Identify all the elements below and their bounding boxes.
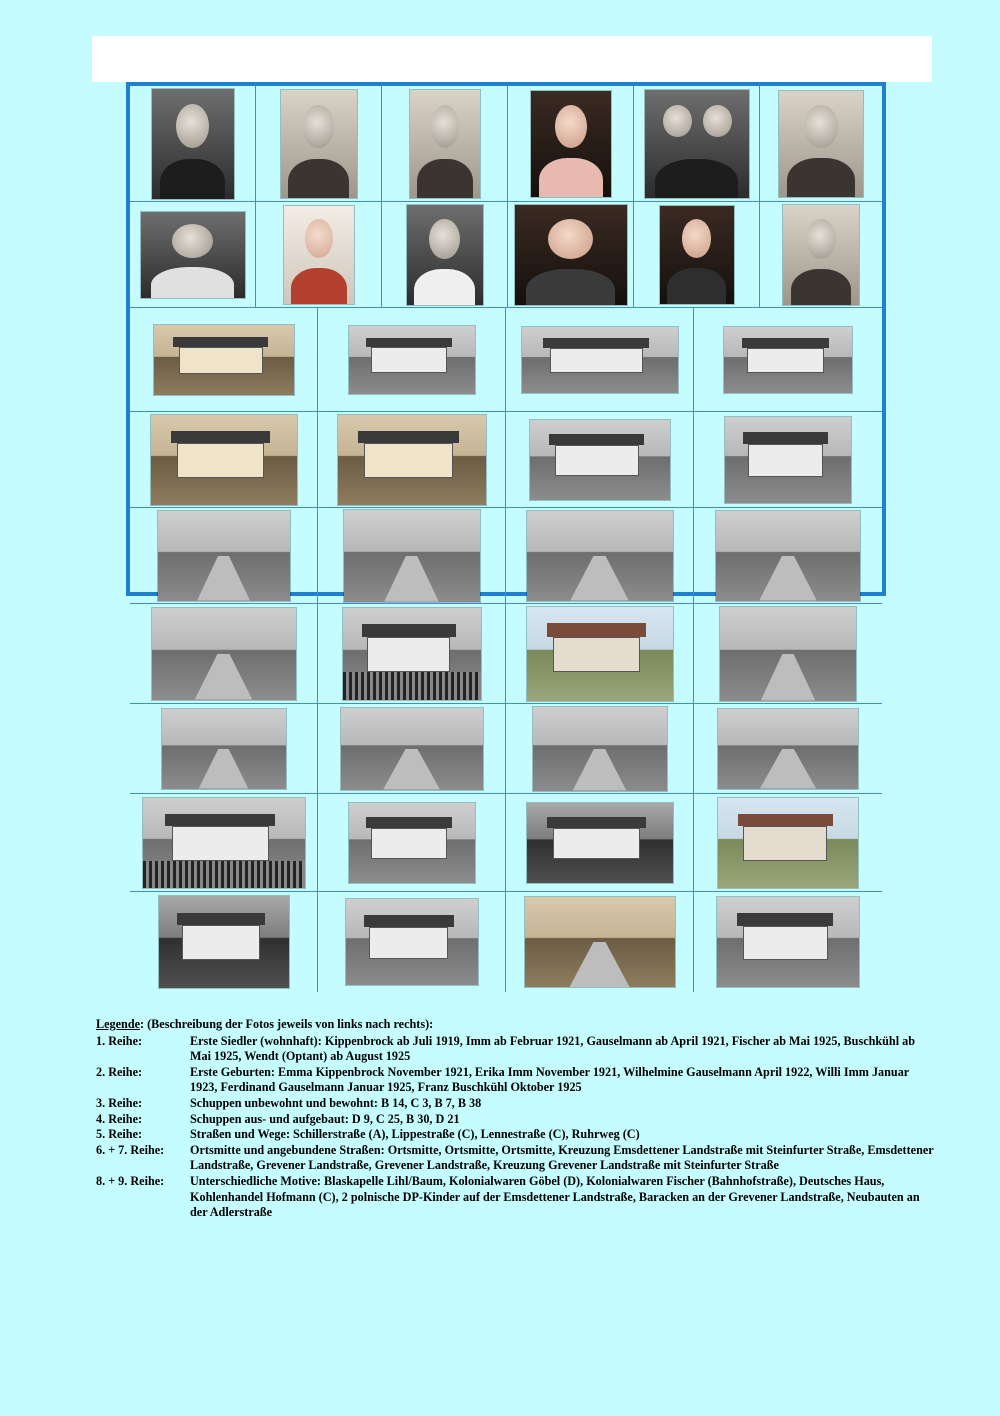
photo-row-2 bbox=[130, 202, 882, 308]
photo-cell bbox=[760, 86, 882, 202]
scene-photo bbox=[154, 325, 294, 395]
scene-photo bbox=[522, 327, 678, 393]
portrait-photo bbox=[284, 206, 354, 304]
legend-text: Schuppen unbewohnt und bewohnt: B 14, C 3, B 7, B 38 bbox=[190, 1095, 482, 1110]
photo-grid bbox=[126, 82, 886, 596]
photo-cell bbox=[506, 794, 694, 892]
scene-photo bbox=[530, 420, 670, 500]
photo-row-1 bbox=[130, 86, 882, 202]
portrait-photo bbox=[152, 89, 234, 199]
photo-cell bbox=[130, 308, 318, 412]
photo-cell bbox=[760, 202, 882, 308]
photo-cell bbox=[256, 86, 382, 202]
legend-text: Erste Siedler (wohnhaft): Kippenbrock ab Juli 1919, Imm ab Februar 1921, Gauselmann ab April 1921, Fischer ab Mai 1925, Buschkühl ab Mai 1925, Wendt (Optant) ab August 1925 bbox=[190, 1033, 916, 1064]
photo-cell bbox=[506, 508, 694, 604]
photo-cell bbox=[130, 508, 318, 604]
scene-photo bbox=[533, 707, 667, 791]
legend-key: 5. Reihe: bbox=[96, 1127, 143, 1142]
scene-photo bbox=[159, 896, 289, 988]
legend-row-6 bbox=[96, 1143, 936, 1174]
portrait-photo bbox=[281, 90, 357, 198]
photo-cell bbox=[318, 704, 506, 794]
photo-cell bbox=[318, 412, 506, 508]
photo-cell bbox=[318, 508, 506, 604]
photo-cell bbox=[506, 308, 694, 412]
scene-photo bbox=[158, 511, 290, 601]
photo-cell bbox=[318, 794, 506, 892]
photo-cell bbox=[130, 604, 318, 704]
scene-photo bbox=[716, 511, 860, 601]
photo-row-4 bbox=[130, 412, 882, 508]
photo-cell bbox=[694, 604, 882, 704]
photo-cell bbox=[130, 704, 318, 794]
portrait-photo bbox=[515, 205, 627, 305]
scene-photo bbox=[720, 607, 856, 701]
portrait-photo bbox=[531, 91, 611, 197]
legend-row-3 bbox=[96, 1096, 936, 1112]
photo-cell bbox=[130, 892, 318, 992]
photo-row-8 bbox=[130, 794, 882, 892]
photo-cell bbox=[506, 704, 694, 794]
legend-text: Schuppen aus- und aufgebaut: D 9, C 25, B 30, D 21 bbox=[190, 1111, 460, 1126]
legend-heading-text: : (Beschreibung der Fotos jeweils von links nach rechts): bbox=[140, 1017, 434, 1031]
photo-cell bbox=[130, 86, 256, 202]
legend-row-5 bbox=[96, 1127, 936, 1143]
photo-cell bbox=[694, 308, 882, 412]
photo-cell bbox=[318, 604, 506, 704]
photo-cell bbox=[506, 412, 694, 508]
photo-cell bbox=[130, 202, 256, 308]
photo-row-7 bbox=[130, 704, 882, 794]
legend-key: 6. + 7. Reihe: bbox=[96, 1142, 165, 1157]
portrait-photo bbox=[783, 205, 859, 305]
legend-text: Ortsmitte und angebundene Straßen: Ortsmitte, Ortsmitte, Ortsmitte, Kreuzung Emsdettener Landstraße mit Steinfurter Straße, Emsdettener Landstraße, Grevener Landstraße, Grevener Landstraße, Kreuzung Grevener Landstraße mit Steinfurter Straße bbox=[190, 1142, 934, 1173]
legend-heading bbox=[96, 1017, 936, 1033]
legend-row-7 bbox=[96, 1174, 936, 1221]
scene-photo bbox=[349, 326, 475, 394]
photo-cell bbox=[634, 86, 760, 202]
photo-cell bbox=[694, 508, 882, 604]
photo-row-6 bbox=[130, 604, 882, 704]
scene-photo bbox=[349, 803, 475, 883]
scene-photo bbox=[724, 327, 852, 393]
scene-photo bbox=[527, 607, 673, 701]
photo-cell bbox=[508, 86, 634, 202]
photo-cell bbox=[634, 202, 760, 308]
scene-photo bbox=[527, 511, 673, 601]
scene-photo bbox=[717, 897, 859, 987]
portrait-photo bbox=[407, 205, 483, 305]
legend-row-2 bbox=[96, 1065, 936, 1096]
legend-heading-label: Legende bbox=[96, 1017, 141, 1031]
legend-key: 2. Reihe: bbox=[96, 1064, 143, 1079]
legend-key: 8. + 9. Reihe: bbox=[96, 1173, 165, 1188]
legend-row-1 bbox=[96, 1034, 936, 1065]
photo-cell bbox=[318, 308, 506, 412]
scene-photo bbox=[718, 798, 858, 888]
legend bbox=[96, 1017, 936, 1221]
portrait-photo bbox=[141, 212, 245, 298]
legend-key: 4. Reihe: bbox=[96, 1111, 143, 1126]
scene-photo bbox=[718, 709, 858, 789]
scene-photo bbox=[143, 798, 305, 888]
photo-row-3 bbox=[130, 308, 882, 412]
portrait-photo bbox=[779, 91, 863, 197]
scene-photo bbox=[151, 415, 297, 505]
legend-row-4 bbox=[96, 1112, 936, 1128]
photo-cell bbox=[694, 794, 882, 892]
scene-photo bbox=[346, 899, 478, 985]
scene-photo bbox=[162, 709, 286, 789]
photo-cell bbox=[130, 412, 318, 508]
scene-photo bbox=[525, 897, 675, 987]
legend-text: Erste Geburten: Emma Kippenbrock November 1921, Erika Imm November 1921, Wilhelmine Gauselmann April 1922, Willi Imm Januar 1923, Ferdinand Gauselmann Januar 1925, Franz Buschkühl Oktober 1925 bbox=[190, 1064, 909, 1095]
legend-text: Straßen und Wege: Schillerstraße (A), Lippestraße (C), Lennestraße (C), Ruhrweg (C) bbox=[190, 1127, 640, 1142]
photo-cell bbox=[506, 604, 694, 704]
scene-photo bbox=[341, 708, 483, 790]
photo-cell bbox=[382, 202, 508, 308]
photo-cell bbox=[694, 704, 882, 794]
photo-cell bbox=[508, 202, 634, 308]
portrait-photo bbox=[660, 206, 734, 304]
photo-cell bbox=[694, 892, 882, 992]
scene-photo bbox=[152, 608, 296, 700]
scene-photo bbox=[344, 510, 480, 602]
photo-cell bbox=[130, 794, 318, 892]
title-bar bbox=[92, 36, 932, 82]
photo-cell bbox=[382, 86, 508, 202]
photo-row-9 bbox=[130, 892, 882, 992]
legend-key: 3. Reihe: bbox=[96, 1095, 143, 1110]
photo-cell bbox=[256, 202, 382, 308]
photo-cell bbox=[318, 892, 506, 992]
portrait-photo bbox=[645, 90, 749, 198]
scene-photo bbox=[338, 415, 486, 505]
scene-photo bbox=[527, 803, 673, 883]
legend-text: Unterschiedliche Motive: Blaskapelle Lihl/Baum, Kolonialwaren Göbel (D), Kolonialwaren Fischer (Bahnhofstraße), Deutsches Haus, Kohlenhandel Hofmann (C), 2 polnische DP-Kinder auf der Emsdettener Landstraße, Baracken an der Grevener Landstraße, Neubauten an der Adlerstraße bbox=[190, 1173, 920, 1220]
scene-photo bbox=[343, 608, 481, 700]
portrait-photo bbox=[410, 90, 480, 198]
legend-key: 1. Reihe: bbox=[96, 1033, 143, 1048]
photo-cell bbox=[694, 412, 882, 508]
photo-cell bbox=[506, 892, 694, 992]
photo-row-5 bbox=[130, 508, 882, 604]
scene-photo bbox=[725, 417, 851, 503]
